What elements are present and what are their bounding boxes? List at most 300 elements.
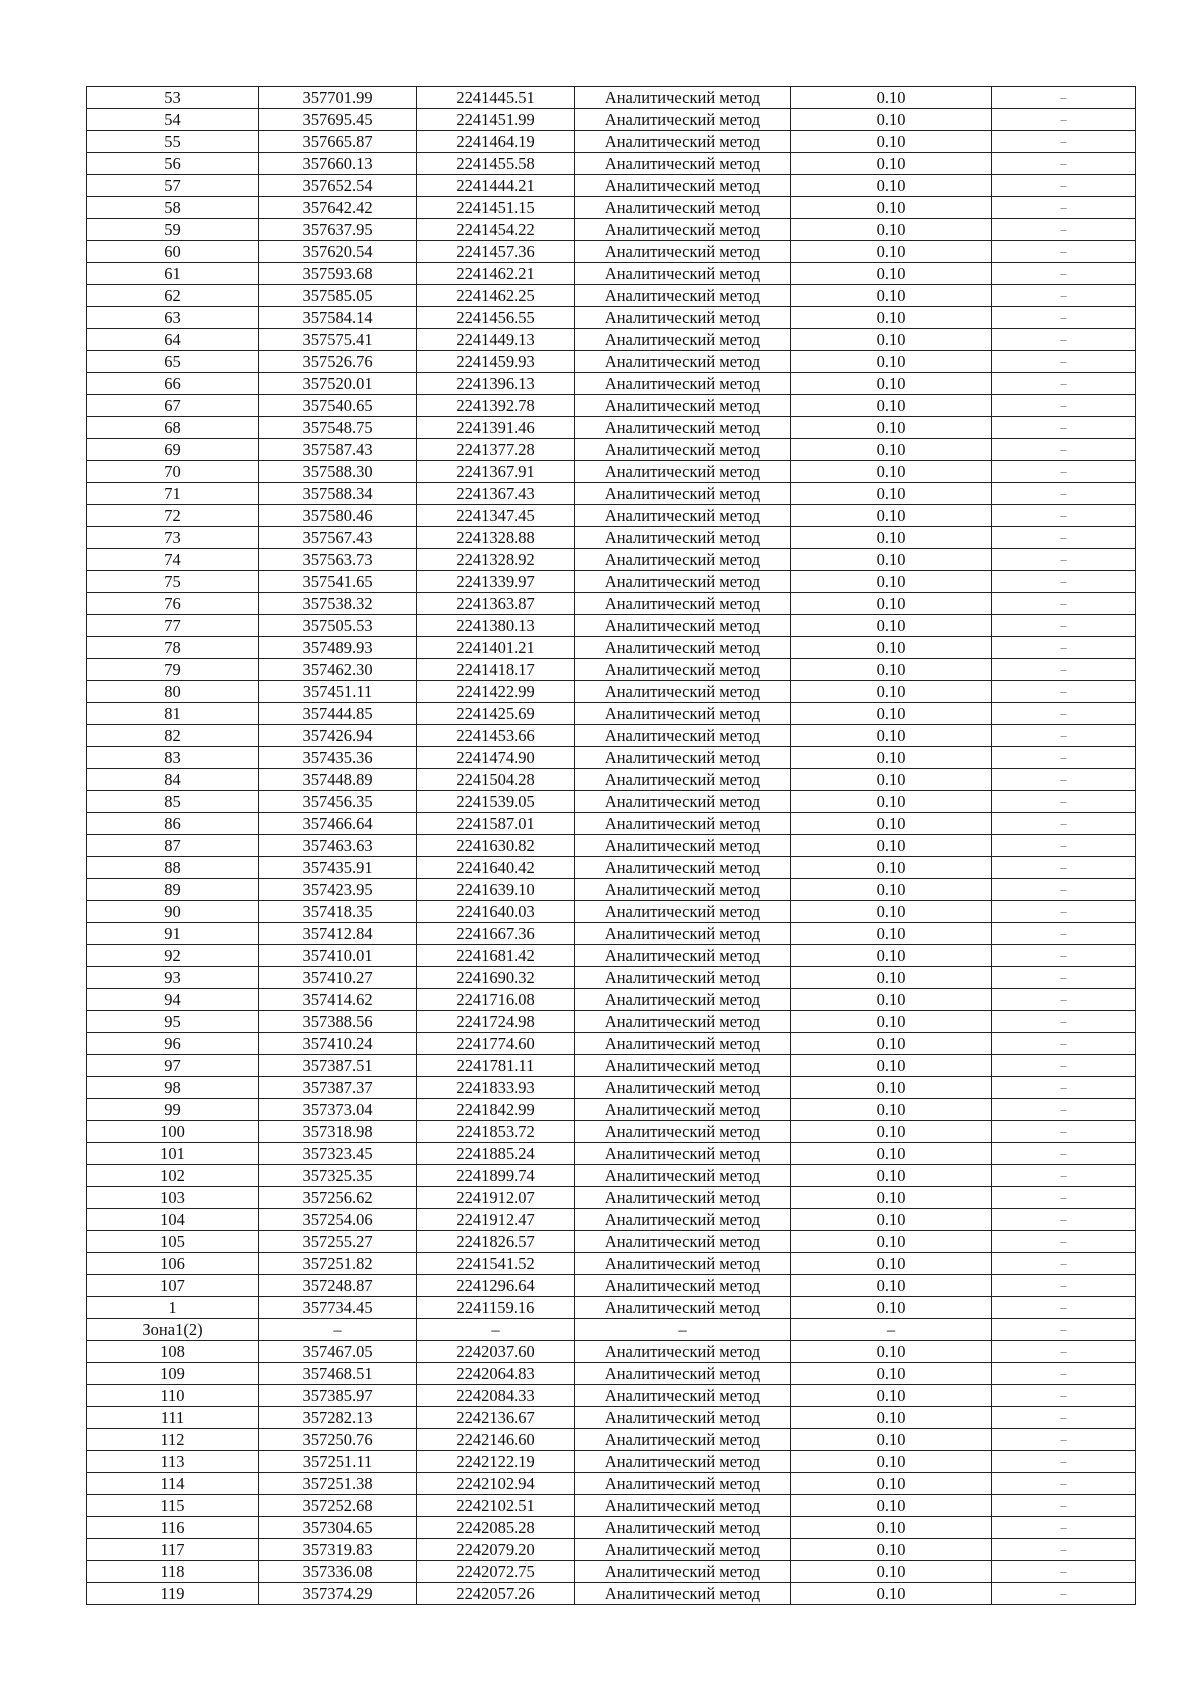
- accuracy-cell: 0.10: [791, 1033, 992, 1055]
- table-row: [87, 857, 1136, 879]
- note-cell: –: [992, 1473, 1136, 1495]
- table-row: [87, 879, 1136, 901]
- note-cell: –: [992, 1385, 1136, 1407]
- table-row: [87, 87, 1136, 109]
- y-coordinate-cell: 2242085.28: [417, 1517, 575, 1539]
- method-cell: Аналитический метод: [575, 1187, 791, 1209]
- method-cell: Аналитический метод: [575, 1363, 791, 1385]
- y-coordinate-cell: 2241367.91: [417, 461, 575, 483]
- x-coordinate-cell: 357580.46: [259, 505, 417, 527]
- y-coordinate-cell: 2241630.82: [417, 835, 575, 857]
- accuracy-cell: 0.10: [791, 1099, 992, 1121]
- table-row: [87, 703, 1136, 725]
- x-coordinate-cell: 357423.95: [259, 879, 417, 901]
- note-cell: –: [992, 725, 1136, 747]
- point-number-cell: 107: [87, 1275, 259, 1297]
- point-number-cell: 97: [87, 1055, 259, 1077]
- accuracy-cell: 0.10: [791, 1121, 992, 1143]
- method-cell: Аналитический метод: [575, 351, 791, 373]
- table-row: [87, 1231, 1136, 1253]
- x-coordinate-cell: 357652.54: [259, 175, 417, 197]
- note-cell: –: [992, 769, 1136, 791]
- point-number-cell: 118: [87, 1561, 259, 1583]
- note-cell: –: [992, 637, 1136, 659]
- note-cell: –: [992, 1209, 1136, 1231]
- accuracy-cell: 0.10: [791, 439, 992, 461]
- point-number-cell: 67: [87, 395, 259, 417]
- accuracy-cell: 0.10: [791, 571, 992, 593]
- table-row: [87, 1451, 1136, 1473]
- y-coordinate-cell: 2241539.05: [417, 791, 575, 813]
- accuracy-cell: 0.10: [791, 1561, 992, 1583]
- y-coordinate-cell: 2241391.46: [417, 417, 575, 439]
- note-cell: –: [992, 681, 1136, 703]
- table-row: [87, 571, 1136, 593]
- table-row: [87, 945, 1136, 967]
- accuracy-cell: 0.10: [791, 1407, 992, 1429]
- point-number-cell: 78: [87, 637, 259, 659]
- note-cell: –: [992, 901, 1136, 923]
- table-row: [87, 417, 1136, 439]
- method-cell: Аналитический метод: [575, 1275, 791, 1297]
- accuracy-cell: 0.10: [791, 1539, 992, 1561]
- y-coordinate-cell: 2241459.93: [417, 351, 575, 373]
- y-coordinate-cell: 2241826.57: [417, 1231, 575, 1253]
- y-coordinate-cell: 2242079.20: [417, 1539, 575, 1561]
- table-row: [87, 1473, 1136, 1495]
- x-coordinate-cell: 357412.84: [259, 923, 417, 945]
- table-row: [87, 307, 1136, 329]
- method-cell: Аналитический метод: [575, 571, 791, 593]
- x-coordinate-cell: 357414.62: [259, 989, 417, 1011]
- method-cell: Аналитический метод: [575, 285, 791, 307]
- accuracy-cell: 0.10: [791, 681, 992, 703]
- point-number-cell: 102: [87, 1165, 259, 1187]
- point-number-cell: 96: [87, 1033, 259, 1055]
- y-coordinate-cell: 2241396.13: [417, 373, 575, 395]
- method-cell: Аналитический метод: [575, 505, 791, 527]
- table-row: [87, 1341, 1136, 1363]
- accuracy-cell: 0.10: [791, 747, 992, 769]
- x-coordinate-cell: –: [259, 1319, 417, 1341]
- table-row: [87, 769, 1136, 791]
- table-row: [87, 395, 1136, 417]
- table-row: [87, 1165, 1136, 1187]
- accuracy-cell: 0.10: [791, 923, 992, 945]
- accuracy-cell: 0.10: [791, 1341, 992, 1363]
- note-cell: –: [992, 285, 1136, 307]
- y-coordinate-cell: 2241296.64: [417, 1275, 575, 1297]
- method-cell: Аналитический метод: [575, 1121, 791, 1143]
- y-coordinate-cell: 2241401.21: [417, 637, 575, 659]
- note-cell: –: [992, 945, 1136, 967]
- point-number-cell: 110: [87, 1385, 259, 1407]
- accuracy-cell: 0.10: [791, 549, 992, 571]
- table-row: [87, 923, 1136, 945]
- x-coordinate-cell: 357418.35: [259, 901, 417, 923]
- accuracy-cell: 0.10: [791, 1495, 992, 1517]
- method-cell: Аналитический метод: [575, 1385, 791, 1407]
- accuracy-cell: 0.10: [791, 175, 992, 197]
- table-row: [87, 1143, 1136, 1165]
- x-coordinate-cell: 357251.11: [259, 1451, 417, 1473]
- note-cell: –: [992, 813, 1136, 835]
- method-cell: Аналитический метод: [575, 1077, 791, 1099]
- point-number-cell: 63: [87, 307, 259, 329]
- accuracy-cell: 0.10: [791, 1275, 992, 1297]
- table-row: [87, 1275, 1136, 1297]
- method-cell: Аналитический метод: [575, 1055, 791, 1077]
- point-number-cell: 86: [87, 813, 259, 835]
- accuracy-cell: 0.10: [791, 285, 992, 307]
- x-coordinate-cell: 357282.13: [259, 1407, 417, 1429]
- x-coordinate-cell: 357318.98: [259, 1121, 417, 1143]
- point-number-cell: 64: [87, 329, 259, 351]
- y-coordinate-cell: 2241451.15: [417, 197, 575, 219]
- method-cell: Аналитический метод: [575, 791, 791, 813]
- x-coordinate-cell: 357468.51: [259, 1363, 417, 1385]
- x-coordinate-cell: 357642.42: [259, 197, 417, 219]
- y-coordinate-cell: 2241449.13: [417, 329, 575, 351]
- note-cell: –: [992, 1407, 1136, 1429]
- note-cell: –: [992, 197, 1136, 219]
- x-coordinate-cell: 357374.29: [259, 1583, 417, 1605]
- table-row: [87, 967, 1136, 989]
- note-cell: –: [992, 329, 1136, 351]
- table-row: [87, 1429, 1136, 1451]
- accuracy-cell: 0.10: [791, 1429, 992, 1451]
- method-cell: Аналитический метод: [575, 1473, 791, 1495]
- accuracy-cell: 0.10: [791, 461, 992, 483]
- table-row: [87, 131, 1136, 153]
- method-cell: Аналитический метод: [575, 417, 791, 439]
- method-cell: Аналитический метод: [575, 1495, 791, 1517]
- accuracy-cell: 0.10: [791, 1297, 992, 1319]
- method-cell: Аналитический метод: [575, 307, 791, 329]
- note-cell: –: [992, 1055, 1136, 1077]
- method-cell: Аналитический метод: [575, 989, 791, 1011]
- point-number-cell: 60: [87, 241, 259, 263]
- y-coordinate-cell: 2241367.43: [417, 483, 575, 505]
- x-coordinate-cell: 357505.53: [259, 615, 417, 637]
- accuracy-cell: 0.10: [791, 1385, 992, 1407]
- point-number-cell: 82: [87, 725, 259, 747]
- x-coordinate-cell: 357304.65: [259, 1517, 417, 1539]
- accuracy-cell: 0.10: [791, 1583, 992, 1605]
- note-cell: –: [992, 967, 1136, 989]
- method-cell: Аналитический метод: [575, 1231, 791, 1253]
- point-number-cell: 112: [87, 1429, 259, 1451]
- point-number-cell: 99: [87, 1099, 259, 1121]
- point-number-cell: 77: [87, 615, 259, 637]
- accuracy-cell: 0.10: [791, 615, 992, 637]
- method-cell: Аналитический метод: [575, 1011, 791, 1033]
- point-number-cell: 69: [87, 439, 259, 461]
- point-number-cell: 111: [87, 1407, 259, 1429]
- point-number-cell: 57: [87, 175, 259, 197]
- method-cell: Аналитический метод: [575, 109, 791, 131]
- table-row: [87, 263, 1136, 285]
- table-row: [87, 549, 1136, 571]
- x-coordinate-cell: 357336.08: [259, 1561, 417, 1583]
- table-row: [87, 1011, 1136, 1033]
- x-coordinate-cell: 357444.85: [259, 703, 417, 725]
- table-row: [87, 109, 1136, 131]
- method-cell: Аналитический метод: [575, 1143, 791, 1165]
- point-number-cell: 90: [87, 901, 259, 923]
- accuracy-cell: 0.10: [791, 593, 992, 615]
- note-cell: –: [992, 1495, 1136, 1517]
- y-coordinate-cell: 2241159.16: [417, 1297, 575, 1319]
- table-row: [87, 351, 1136, 373]
- y-coordinate-cell: 2241587.01: [417, 813, 575, 835]
- note-cell: –: [992, 1253, 1136, 1275]
- y-coordinate-cell: 2241912.47: [417, 1209, 575, 1231]
- point-number-cell: 93: [87, 967, 259, 989]
- table-row: [87, 505, 1136, 527]
- accuracy-cell: 0.10: [791, 1055, 992, 1077]
- note-cell: –: [992, 879, 1136, 901]
- x-coordinate-cell: 357734.45: [259, 1297, 417, 1319]
- x-coordinate-cell: 357255.27: [259, 1231, 417, 1253]
- point-number-cell: 54: [87, 109, 259, 131]
- point-number-cell: 66: [87, 373, 259, 395]
- method-cell: Аналитический метод: [575, 747, 791, 769]
- method-cell: Аналитический метод: [575, 439, 791, 461]
- method-cell: Аналитический метод: [575, 637, 791, 659]
- method-cell: Аналитический метод: [575, 659, 791, 681]
- table-row: [87, 527, 1136, 549]
- point-number-cell: 119: [87, 1583, 259, 1605]
- method-cell: Аналитический метод: [575, 813, 791, 835]
- note-cell: –: [992, 131, 1136, 153]
- point-number-cell: 68: [87, 417, 259, 439]
- point-number-cell: 53: [87, 87, 259, 109]
- point-number-cell: 113: [87, 1451, 259, 1473]
- x-coordinate-cell: 357410.24: [259, 1033, 417, 1055]
- method-cell: Аналитический метод: [575, 593, 791, 615]
- table-row: [87, 747, 1136, 769]
- accuracy-cell: 0.10: [791, 307, 992, 329]
- table-row: [87, 175, 1136, 197]
- accuracy-cell: 0.10: [791, 1077, 992, 1099]
- note-cell: –: [992, 439, 1136, 461]
- point-number-cell: Зона1(2): [87, 1319, 259, 1341]
- method-cell: Аналитический метод: [575, 769, 791, 791]
- table-row: [87, 791, 1136, 813]
- point-number-cell: 87: [87, 835, 259, 857]
- accuracy-cell: 0.10: [791, 1231, 992, 1253]
- point-number-cell: 1: [87, 1297, 259, 1319]
- note-cell: –: [992, 1077, 1136, 1099]
- y-coordinate-cell: 2241328.92: [417, 549, 575, 571]
- x-coordinate-cell: 357451.11: [259, 681, 417, 703]
- note-cell: –: [992, 1363, 1136, 1385]
- method-cell: Аналитический метод: [575, 879, 791, 901]
- note-cell: –: [992, 241, 1136, 263]
- accuracy-cell: 0.10: [791, 1473, 992, 1495]
- y-coordinate-cell: 2241363.87: [417, 593, 575, 615]
- y-coordinate-cell: 2241681.42: [417, 945, 575, 967]
- x-coordinate-cell: 357584.14: [259, 307, 417, 329]
- point-number-cell: 85: [87, 791, 259, 813]
- y-coordinate-cell: 2241392.78: [417, 395, 575, 417]
- x-coordinate-cell: 357541.65: [259, 571, 417, 593]
- note-cell: –: [992, 1011, 1136, 1033]
- y-coordinate-cell: 2241328.88: [417, 527, 575, 549]
- y-coordinate-cell: 2241418.17: [417, 659, 575, 681]
- method-cell: Аналитический метод: [575, 725, 791, 747]
- point-number-cell: 101: [87, 1143, 259, 1165]
- note-cell: –: [992, 1517, 1136, 1539]
- note-cell: –: [992, 1275, 1136, 1297]
- method-cell: Аналитический метод: [575, 395, 791, 417]
- y-coordinate-cell: 2241380.13: [417, 615, 575, 637]
- method-cell: Аналитический метод: [575, 1429, 791, 1451]
- point-number-cell: 94: [87, 989, 259, 1011]
- accuracy-cell: 0.10: [791, 989, 992, 1011]
- table-row: [87, 593, 1136, 615]
- table-row: [87, 989, 1136, 1011]
- x-coordinate-cell: 357250.76: [259, 1429, 417, 1451]
- point-number-cell: 117: [87, 1539, 259, 1561]
- point-number-cell: 58: [87, 197, 259, 219]
- method-cell: Аналитический метод: [575, 87, 791, 109]
- y-coordinate-cell: 2241451.99: [417, 109, 575, 131]
- accuracy-cell: 0.10: [791, 813, 992, 835]
- table-row: [87, 285, 1136, 307]
- x-coordinate-cell: 357695.45: [259, 109, 417, 131]
- x-coordinate-cell: 357540.65: [259, 395, 417, 417]
- x-coordinate-cell: 357435.36: [259, 747, 417, 769]
- table-row: [87, 835, 1136, 857]
- x-coordinate-cell: 357585.05: [259, 285, 417, 307]
- y-coordinate-cell: 2241462.25: [417, 285, 575, 307]
- point-number-cell: 109: [87, 1363, 259, 1385]
- method-cell: Аналитический метод: [575, 1253, 791, 1275]
- table-row: [87, 1319, 1136, 1341]
- method-cell: Аналитический метод: [575, 197, 791, 219]
- x-coordinate-cell: 357319.83: [259, 1539, 417, 1561]
- x-coordinate-cell: 357387.37: [259, 1077, 417, 1099]
- table-row: [87, 681, 1136, 703]
- table-row: [87, 813, 1136, 835]
- accuracy-cell: 0.10: [791, 791, 992, 813]
- y-coordinate-cell: 2241464.19: [417, 131, 575, 153]
- note-cell: –: [992, 549, 1136, 571]
- x-coordinate-cell: 357463.63: [259, 835, 417, 857]
- method-cell: Аналитический метод: [575, 329, 791, 351]
- point-number-cell: 70: [87, 461, 259, 483]
- note-cell: –: [992, 351, 1136, 373]
- y-coordinate-cell: 2242136.67: [417, 1407, 575, 1429]
- accuracy-cell: 0.10: [791, 131, 992, 153]
- x-coordinate-cell: 357593.68: [259, 263, 417, 285]
- accuracy-cell: 0.10: [791, 857, 992, 879]
- accuracy-cell: 0.10: [791, 153, 992, 175]
- note-cell: –: [992, 395, 1136, 417]
- table-row: [87, 197, 1136, 219]
- y-coordinate-cell: 2241453.66: [417, 725, 575, 747]
- note-cell: –: [992, 175, 1136, 197]
- coordinates-table-body: [87, 87, 1136, 1605]
- x-coordinate-cell: 357489.93: [259, 637, 417, 659]
- table-row: [87, 1495, 1136, 1517]
- point-number-cell: 56: [87, 153, 259, 175]
- x-coordinate-cell: 357251.38: [259, 1473, 417, 1495]
- accuracy-cell: 0.10: [791, 1517, 992, 1539]
- y-coordinate-cell: 2241455.58: [417, 153, 575, 175]
- method-cell: Аналитический метод: [575, 483, 791, 505]
- note-cell: –: [992, 857, 1136, 879]
- x-coordinate-cell: 357323.45: [259, 1143, 417, 1165]
- y-coordinate-cell: 2242037.60: [417, 1341, 575, 1363]
- x-coordinate-cell: 357701.99: [259, 87, 417, 109]
- method-cell: Аналитический метод: [575, 1165, 791, 1187]
- method-cell: Аналитический метод: [575, 1297, 791, 1319]
- method-cell: Аналитический метод: [575, 1209, 791, 1231]
- y-coordinate-cell: 2241541.52: [417, 1253, 575, 1275]
- x-coordinate-cell: 357588.34: [259, 483, 417, 505]
- note-cell: –: [992, 989, 1136, 1011]
- y-coordinate-cell: 2242072.75: [417, 1561, 575, 1583]
- x-coordinate-cell: 357520.01: [259, 373, 417, 395]
- y-coordinate-cell: 2241912.07: [417, 1187, 575, 1209]
- note-cell: –: [992, 1539, 1136, 1561]
- point-number-cell: 65: [87, 351, 259, 373]
- table-row: [87, 1407, 1136, 1429]
- x-coordinate-cell: 357456.35: [259, 791, 417, 813]
- accuracy-cell: 0.10: [791, 1253, 992, 1275]
- note-cell: –: [992, 307, 1136, 329]
- note-cell: –: [992, 703, 1136, 725]
- y-coordinate-cell: 2242084.33: [417, 1385, 575, 1407]
- note-cell: –: [992, 747, 1136, 769]
- table-row: [87, 439, 1136, 461]
- point-number-cell: 89: [87, 879, 259, 901]
- point-number-cell: 61: [87, 263, 259, 285]
- x-coordinate-cell: 357388.56: [259, 1011, 417, 1033]
- accuracy-cell: 0.10: [791, 1187, 992, 1209]
- accuracy-cell: 0.10: [791, 527, 992, 549]
- x-coordinate-cell: 357448.89: [259, 769, 417, 791]
- note-cell: –: [992, 1165, 1136, 1187]
- table-row: [87, 1055, 1136, 1077]
- note-cell: –: [992, 1429, 1136, 1451]
- table-row: [87, 637, 1136, 659]
- note-cell: –: [992, 659, 1136, 681]
- x-coordinate-cell: 357325.35: [259, 1165, 417, 1187]
- point-number-cell: 59: [87, 219, 259, 241]
- point-number-cell: 88: [87, 857, 259, 879]
- y-coordinate-cell: 2241724.98: [417, 1011, 575, 1033]
- table-row: [87, 1209, 1136, 1231]
- y-coordinate-cell: 2241774.60: [417, 1033, 575, 1055]
- y-coordinate-cell: 2242122.19: [417, 1451, 575, 1473]
- accuracy-cell: 0.10: [791, 1451, 992, 1473]
- method-cell: Аналитический метод: [575, 1033, 791, 1055]
- accuracy-cell: 0.10: [791, 901, 992, 923]
- table-row: [87, 483, 1136, 505]
- table-row: [87, 219, 1136, 241]
- x-coordinate-cell: 357538.32: [259, 593, 417, 615]
- table-row: [87, 1121, 1136, 1143]
- y-coordinate-cell: –: [417, 1319, 575, 1341]
- note-cell: –: [992, 1121, 1136, 1143]
- x-coordinate-cell: 357587.43: [259, 439, 417, 461]
- note-cell: –: [992, 1451, 1136, 1473]
- point-number-cell: 74: [87, 549, 259, 571]
